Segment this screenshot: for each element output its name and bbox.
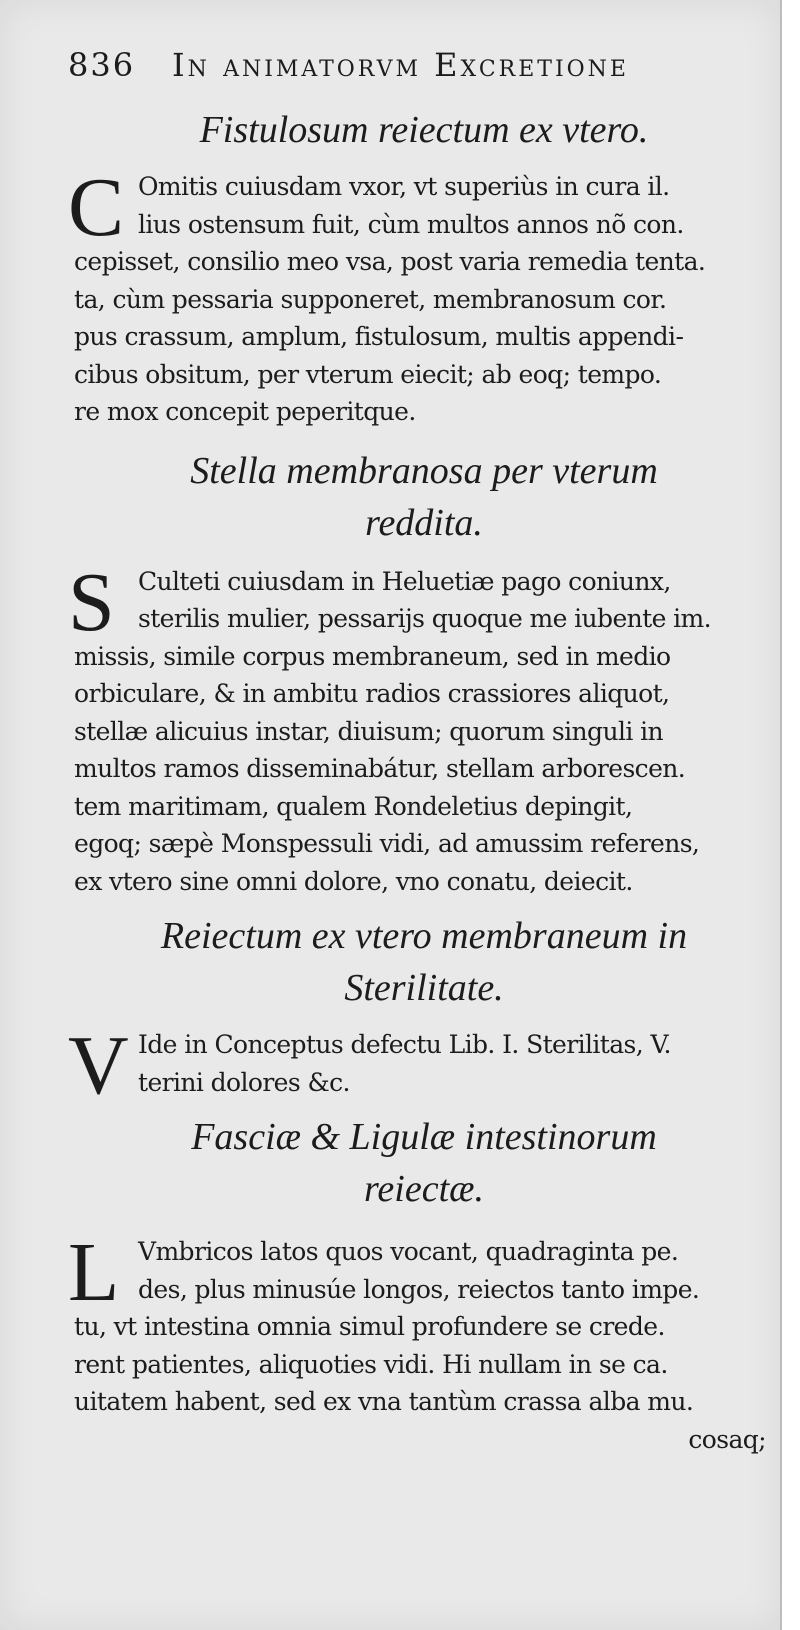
paragraph bbox=[68, 161, 774, 431]
heading-line: Fasciæ & Ligulæ intestinorum bbox=[191, 1116, 657, 1158]
section-heading: Fistulosum reiectum ex vtero. bbox=[199, 109, 649, 151]
heading-line: reddita. bbox=[365, 501, 483, 544]
page-number: 836 bbox=[68, 46, 136, 84]
text-line: rent patientes, aliquoties vidi. Hi nullam in se ca. bbox=[74, 1349, 668, 1379]
text-line: cosaq; bbox=[688, 1424, 766, 1454]
section-heading bbox=[74, 910, 774, 1014]
text-line: uitatem habent, sed ex vna tantùm crassa alba mu. bbox=[74, 1387, 694, 1416]
text-line: sterilis mulier, pessarijs quoque me iubente im. bbox=[138, 604, 711, 633]
drop-cap: L bbox=[68, 1226, 119, 1319]
text-line: ta, cùm pessaria supponeret, membranosum cor. bbox=[74, 284, 667, 314]
text-line: Culteti cuiusdam in Heluetiæ pago coniunx, bbox=[138, 566, 671, 596]
text-line: terini dolores &c. bbox=[138, 1067, 350, 1097]
heading-line: Stella membranosa per vterum bbox=[190, 449, 658, 492]
text-line: Ide in Conceptus defectu Lib. I. Sterilitas, V. bbox=[138, 1030, 671, 1059]
section-heading bbox=[74, 445, 774, 549]
text-line: ex vtero sine omni dolore, vno conatu, deiecit. bbox=[74, 866, 633, 896]
text-line: multos ramos disseminabátur, stellam arborescen. bbox=[74, 754, 686, 783]
running-header bbox=[68, 40, 774, 90]
heading-line: reiectæ. bbox=[364, 1168, 484, 1210]
text-line: egoq; sæpè Monspessuli vidi, ad amussim referens, bbox=[74, 829, 700, 858]
heading-line: Sterilitate. bbox=[344, 967, 504, 1009]
drop-cap: V bbox=[68, 1019, 129, 1112]
text-line: Vmbricos latos quos vocant, quadraginta pe. bbox=[138, 1237, 679, 1266]
text-line: lius ostensum fuit, cùm multos annos nõ con. bbox=[138, 209, 684, 239]
text-line: pus crassum, amplum, fistulosum, multis appendi- bbox=[74, 322, 684, 351]
text-line: des, plus minusúe longos, reiectos tanto impe. bbox=[138, 1274, 700, 1304]
text-line: re mox concepit peperitque. bbox=[74, 397, 416, 426]
paragraph bbox=[68, 555, 774, 901]
paragraph bbox=[68, 1226, 774, 1458]
page-edge bbox=[780, 0, 800, 1630]
heading-line: Reiectum ex vtero membraneum in bbox=[160, 915, 688, 957]
paragraph bbox=[68, 1019, 774, 1112]
text-line: missis, simile corpus membraneum, sed in medio bbox=[74, 641, 671, 671]
drop-cap: S bbox=[68, 555, 115, 649]
text-line: tem maritimam, qualem Rondeletius depingit, bbox=[74, 791, 633, 821]
section-heading bbox=[74, 1111, 774, 1215]
text-line: Omitis cuiusdam vxor, vt superiùs in cura il. bbox=[138, 172, 670, 201]
text-line: orbiculare, & in ambitu radios crassiores aliquot, bbox=[74, 679, 670, 708]
drop-cap: C bbox=[68, 161, 124, 254]
text-line: cepisset, consilio meo vsa, post varia remedia tenta. bbox=[74, 247, 706, 276]
text-line: tu, vt intestina omnia simul profundere se crede. bbox=[74, 1312, 665, 1341]
running-title: In animatorvm Excretione bbox=[172, 46, 629, 84]
text-line: cibus obsitum, per vterum eiecit; ab eoq; tempo. bbox=[74, 359, 662, 389]
text-line: stellæ alicuius instar, diuisum; quorum singuli in bbox=[74, 716, 663, 746]
page-text bbox=[68, 40, 774, 1458]
